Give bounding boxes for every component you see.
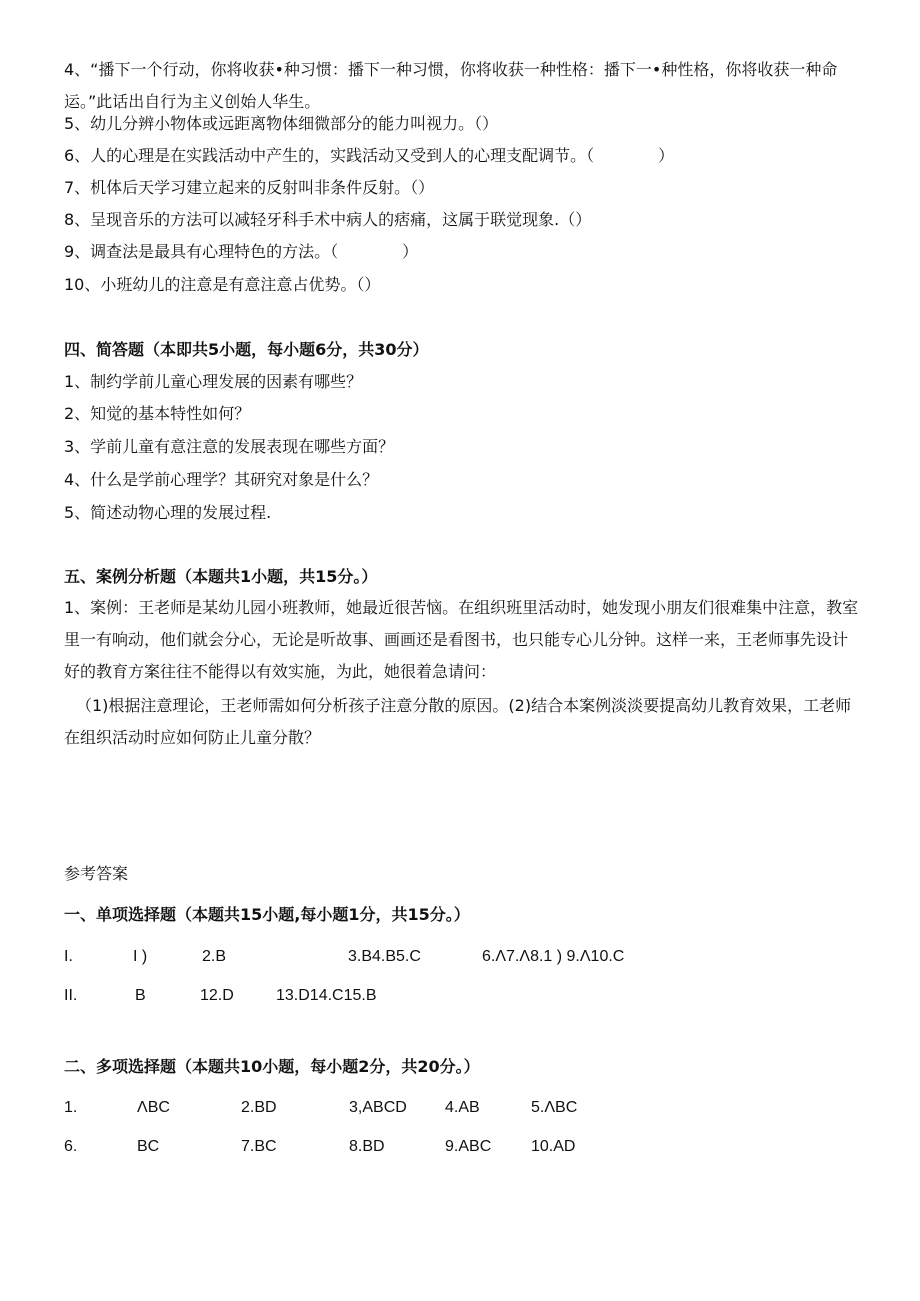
case-questions: （1)根据注意理论，王老师需如何分析孩子注意分散的原因。(2)结合本案例淡淡要提高幼儿教育效果，工老师在组织活动时应如何防止儿童分散？ [64,696,852,747]
answer-cell: 5.ΛBC [531,1099,578,1116]
single-choice-heading: 一、单项选择题（本题共15小题,每小题1分，共15分。） [64,905,470,924]
answer-cell: 9.ABC [445,1138,492,1155]
answer-cell: ΛBC [137,1099,170,1116]
answer-cell: I. [64,948,73,965]
short-answer-item-1: 1、制约学前儿童心理发展的因素有哪些？ [64,372,363,391]
answer-cell: 7.BC [241,1138,277,1155]
answer-cell: 4.AB [445,1099,480,1116]
judgment-item-6: 6、人的心理是在实践活动中产生的，实践活动又受到人的心理支配调节。（ ） [64,146,675,165]
case-paragraph: 1、案例：王老师是某幼儿园小班教师，她最近很苦恼。在组织班里活动时，她发现小朋友们很难集中注意，教室里一有响动，他们就会分心，无论是听故事、画画还是看图书，也只能专心儿分钟。这样一来，王老师事先设计好的教育方案往往不能得以有效实施，为此，她很着急请问： [64,598,859,681]
answer-cell: 6. [64,1138,78,1155]
multiple-choice-answer-row-2 [0,1138,920,1158]
judgment-item-8: 8、呈现音乐的方法可以减轻牙科手术中病人的痞痛，这属于联觉现象.（） [64,210,592,229]
answer-cell: 3,ABCD [349,1099,407,1116]
judgment-item-9: 9、调查法是最具有心理特色的方法。（ ） [64,242,419,261]
answer-cell: 2.BD [241,1099,277,1116]
short-answer-heading: 四、简答题（本即共5小题，每小题6分，共30分） [64,340,429,359]
answer-cell: 12.D [200,987,234,1004]
answer-cell: 1. [64,1099,78,1116]
answer-cell: 3.B4.B5.C [348,948,421,965]
case-heading: 五、案例分析题（本题共1小题，共15分。） [64,567,378,586]
answer-cell: I ) [133,948,148,965]
single-choice-answer-row-2 [0,987,920,1007]
judgment-item-5: 5、幼儿分辨小物体或远距离物体细微部分的能力叫视力。（） [64,114,499,133]
judgment-item-10: 10、小班幼儿的注意是有意注意占优势。（） [64,275,381,294]
answer-cell: 2.B [202,948,227,965]
answer-cell: 6.Λ7.Λ8.1 ) 9.Λ10.C [482,948,625,965]
single-choice-answer-row-1 [0,948,920,968]
multiple-choice-heading: 二、多项选择题（本题共10小题，每小题2分，共20分。） [64,1057,480,1076]
short-answer-item-4: 4、什么是学前心理学？其研究对象是什么？ [64,470,379,489]
answer-cell: 8.BD [349,1138,385,1155]
short-answer-item-2: 2、知觉的基本特性如何？ [64,404,251,423]
short-answer-item-3: 3、学前儿童有意注意的发展表现在哪些方面？ [64,437,395,456]
answer-cell: 13.D14.C15.B [276,987,377,1004]
judgment-item-4: 4、“播下一个行动，你将收获•种习惯：播下一种习惯，你将收获一种性格：播下一•种性格，你将收获一种命运。”此话出自行为主义创始人华生。 [64,60,838,111]
answer-cell: BC [137,1138,160,1155]
short-answer-item-5: 5、简述动物心理的发展过程. [64,503,272,522]
answers-title: 参考答案 [64,864,129,883]
answer-cell: II. [64,987,78,1004]
answer-cell: 10.AD [531,1138,576,1155]
answer-cell: B [135,987,146,1004]
judgment-item-7: 7、机体后天学习建立起来的反射叫非条件反射。（） [64,178,435,197]
multiple-choice-answer-row-1 [0,1099,920,1119]
